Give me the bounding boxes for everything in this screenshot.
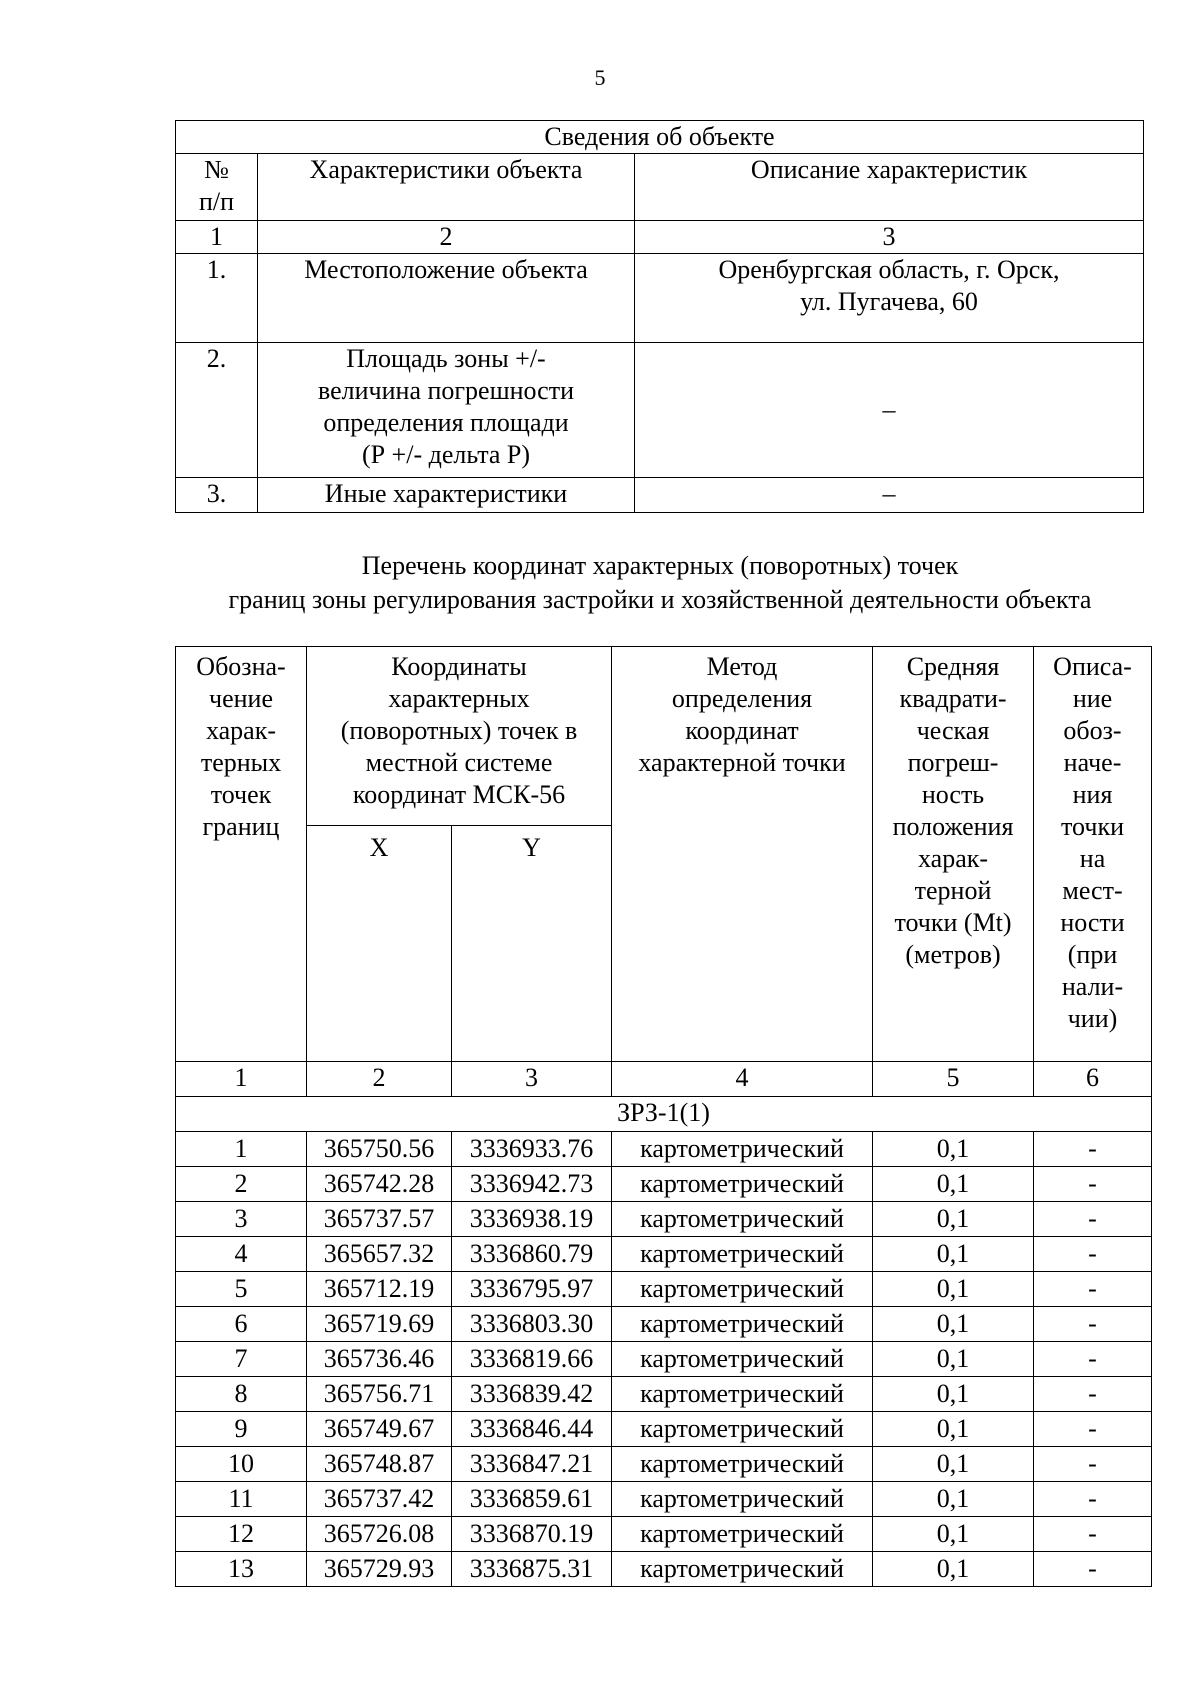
header-line: Координаты [391, 652, 527, 681]
point-y: 3336803.30 [452, 1307, 612, 1342]
point-y: 3336839.42 [452, 1377, 612, 1412]
row-characteristic-line: Площадь зоны +/- [346, 344, 546, 373]
row-characteristic-line: определения площади [323, 408, 569, 437]
coordinates-heading-line1: Перечень координат характерных (поворотных) точек [361, 551, 959, 580]
column-number: 3 [635, 221, 1144, 254]
point-method: картометрический [612, 1202, 873, 1237]
point-y: 3336942.73 [452, 1167, 612, 1202]
point-error: 0,1 [873, 1237, 1034, 1272]
header-y: Y [452, 826, 612, 1062]
header-number [176, 154, 258, 221]
point-error: 0,1 [873, 1202, 1034, 1237]
table-row [176, 1167, 1152, 1202]
point-method: картометрический [612, 1377, 873, 1412]
header-line: на [1079, 844, 1106, 873]
point-x: 365712.19 [307, 1272, 452, 1307]
row-number: 3. [176, 478, 258, 513]
header-line: наче- [1063, 748, 1122, 777]
point-error: 0,1 [873, 1167, 1034, 1202]
header-line: харак- [205, 716, 277, 745]
header-line: чение [209, 684, 273, 713]
table-row [176, 1447, 1152, 1482]
header-line: Метод [706, 652, 778, 681]
table-row [176, 1517, 1152, 1552]
point-y: 3336819.66 [452, 1342, 612, 1377]
point-number: 13 [176, 1552, 307, 1587]
point-description: - [1034, 1517, 1152, 1552]
column-number: 2 [307, 1062, 452, 1097]
point-description: - [1034, 1237, 1152, 1272]
table-row [176, 1482, 1152, 1517]
table-row [176, 1132, 1152, 1167]
header-line: обоз- [1063, 716, 1122, 745]
point-number: 4 [176, 1237, 307, 1272]
header-method [612, 647, 873, 1062]
header-number-line2: п/п [198, 187, 235, 216]
header-line: Средняя [906, 652, 1000, 681]
header-coordinates [307, 647, 612, 826]
point-description: - [1034, 1132, 1152, 1167]
point-y: 3336846.44 [452, 1412, 612, 1447]
point-error: 0,1 [873, 1412, 1034, 1447]
header-line: границ [202, 812, 280, 841]
column-number: 6 [1034, 1062, 1152, 1097]
row-number: 2. [176, 343, 258, 478]
page-number: 5 [594, 65, 606, 90]
point-y: 3336847.21 [452, 1447, 612, 1482]
table-row [176, 478, 1144, 513]
header-line: терной [914, 876, 992, 905]
column-number: 4 [612, 1062, 873, 1097]
column-number: 1 [176, 221, 258, 254]
row-description [635, 254, 1144, 343]
header-line: нали- [1061, 972, 1124, 1001]
point-description: - [1034, 1202, 1152, 1237]
point-x: 365737.42 [307, 1482, 452, 1517]
column-number: 5 [873, 1062, 1034, 1097]
header-line: (поворотных) точек в [340, 716, 578, 745]
header-line: чии) [1067, 1004, 1118, 1033]
column-number: 3 [452, 1062, 612, 1097]
header-number-line1: № [204, 155, 229, 184]
point-method: картометрический [612, 1167, 873, 1202]
point-number: 3 [176, 1202, 307, 1237]
point-error: 0,1 [873, 1482, 1034, 1517]
point-error: 0,1 [873, 1517, 1034, 1552]
point-method: картометрический [612, 1237, 873, 1272]
point-number: 5 [176, 1272, 307, 1307]
row-characteristic-line: (Р +/- дельта Р) [361, 440, 531, 469]
header-characteristics: Характеристики объекта [258, 154, 635, 221]
point-x: 365756.71 [307, 1377, 452, 1412]
header-line: терных [200, 748, 282, 777]
header-description [1034, 647, 1152, 1062]
row-description-line: ул. Пугачева, 60 [800, 287, 978, 316]
point-method: картометрический [612, 1342, 873, 1377]
point-y: 3336870.19 [452, 1517, 612, 1552]
point-y: 3336795.97 [452, 1272, 612, 1307]
point-error: 0,1 [873, 1307, 1034, 1342]
row-description: – [635, 343, 1144, 478]
header-line: характерных [388, 684, 530, 713]
header-description: Описание характеристик [635, 154, 1144, 221]
header-x: X [307, 826, 452, 1062]
column-number: 2 [258, 221, 635, 254]
point-error: 0,1 [873, 1342, 1034, 1377]
row-number: 1. [176, 254, 258, 343]
header-line: координат МСК-56 [352, 780, 566, 809]
header-line: мест- [1062, 876, 1123, 905]
column-number: 1 [176, 1062, 307, 1097]
point-method: картометрический [612, 1132, 873, 1167]
point-method: картометрический [612, 1552, 873, 1587]
point-description: - [1034, 1482, 1152, 1517]
point-description: - [1034, 1342, 1152, 1377]
table-row [176, 1237, 1152, 1272]
zone-label: ЗРЗ-1(1) [176, 1097, 1152, 1132]
point-x: 365742.28 [307, 1167, 452, 1202]
header-line: ческая [916, 716, 990, 745]
header-line: точки (Mt) [894, 908, 1012, 937]
header-line: харак- [918, 844, 989, 873]
point-number: 8 [176, 1377, 307, 1412]
row-characteristic [258, 343, 635, 478]
row-description-line: Оренбургская область, г. Орск, [718, 255, 1060, 284]
point-description: - [1034, 1377, 1152, 1412]
point-y: 3336933.76 [452, 1132, 612, 1167]
header-line: Обозна- [196, 652, 286, 681]
point-method: картометрический [612, 1517, 873, 1552]
header-line: Описа- [1053, 652, 1132, 681]
point-number: 2 [176, 1167, 307, 1202]
point-x: 365719.69 [307, 1307, 452, 1342]
row-characteristic: Иные характеристики [258, 478, 635, 513]
table-row [176, 1272, 1152, 1307]
point-number: 12 [176, 1517, 307, 1552]
point-x: 365737.57 [307, 1202, 452, 1237]
row-description: – [635, 478, 1144, 513]
point-description: - [1034, 1272, 1152, 1307]
points-body [176, 1132, 1152, 1587]
point-y: 3336860.79 [452, 1237, 612, 1272]
point-number: 9 [176, 1412, 307, 1447]
point-error: 0,1 [873, 1272, 1034, 1307]
point-y: 3336875.31 [452, 1552, 612, 1587]
point-description: - [1034, 1447, 1152, 1482]
header-line: характерной точки [638, 748, 846, 777]
header-designation [176, 647, 307, 1062]
table-row [176, 1342, 1152, 1377]
point-y: 3336938.19 [452, 1202, 612, 1237]
point-number: 6 [176, 1307, 307, 1342]
header-line: точки [1061, 812, 1124, 841]
point-method: картометрический [612, 1447, 873, 1482]
point-error: 0,1 [873, 1377, 1034, 1412]
table-row [176, 343, 1144, 478]
header-line: (метров) [905, 940, 1001, 969]
coordinates-table [175, 646, 1152, 1587]
point-description: - [1034, 1552, 1152, 1587]
point-number: 1 [176, 1132, 307, 1167]
table-row [176, 1552, 1152, 1587]
header-line: ния [1072, 780, 1113, 809]
point-method: картометрический [612, 1272, 873, 1307]
point-x: 365729.93 [307, 1552, 452, 1587]
point-description: - [1034, 1412, 1152, 1447]
table-row [176, 254, 1144, 343]
point-y: 3336859.61 [452, 1482, 612, 1517]
header-line: местной системе [365, 748, 553, 777]
point-method: картометрический [612, 1482, 873, 1517]
point-error: 0,1 [873, 1552, 1034, 1587]
coordinates-heading-line2: границ зоны регулирования застройки и хозяйственной деятельности объекта [228, 585, 1092, 614]
coordinates-heading [160, 549, 1160, 617]
object-info-title: Сведения об объекте [176, 121, 1144, 154]
header-line: определения [671, 684, 813, 713]
point-x: 365736.46 [307, 1342, 452, 1377]
header-line: (при [1067, 940, 1118, 969]
point-x: 365657.32 [307, 1237, 452, 1272]
point-method: картометрический [612, 1412, 873, 1447]
row-characteristic-line: величина погрешности [317, 376, 574, 405]
header-line: ности [1060, 908, 1125, 937]
table-row [176, 1202, 1152, 1237]
point-description: - [1034, 1307, 1152, 1342]
header-line: положения [892, 812, 1014, 841]
table-row [176, 1377, 1152, 1412]
row-characteristic: Местоположение объекта [258, 254, 635, 343]
header-error [873, 647, 1034, 1062]
point-error: 0,1 [873, 1132, 1034, 1167]
table-row [176, 1412, 1152, 1447]
header-line: квадрати- [899, 684, 1007, 713]
point-number: 10 [176, 1447, 307, 1482]
header-line: ность [921, 780, 985, 809]
header-line: точек [210, 780, 272, 809]
point-description: - [1034, 1167, 1152, 1202]
point-x: 365748.87 [307, 1447, 452, 1482]
point-x: 365749.67 [307, 1412, 452, 1447]
header-line: ние [1072, 684, 1113, 713]
point-x: 365750.56 [307, 1132, 452, 1167]
point-number: 7 [176, 1342, 307, 1377]
point-error: 0,1 [873, 1447, 1034, 1482]
table-row [176, 1307, 1152, 1342]
point-x: 365726.08 [307, 1517, 452, 1552]
header-line: погреш- [907, 748, 999, 777]
point-number: 11 [176, 1482, 307, 1517]
header-line: координат [685, 716, 799, 745]
point-method: картометрический [612, 1307, 873, 1342]
object-info-table [175, 120, 1144, 513]
